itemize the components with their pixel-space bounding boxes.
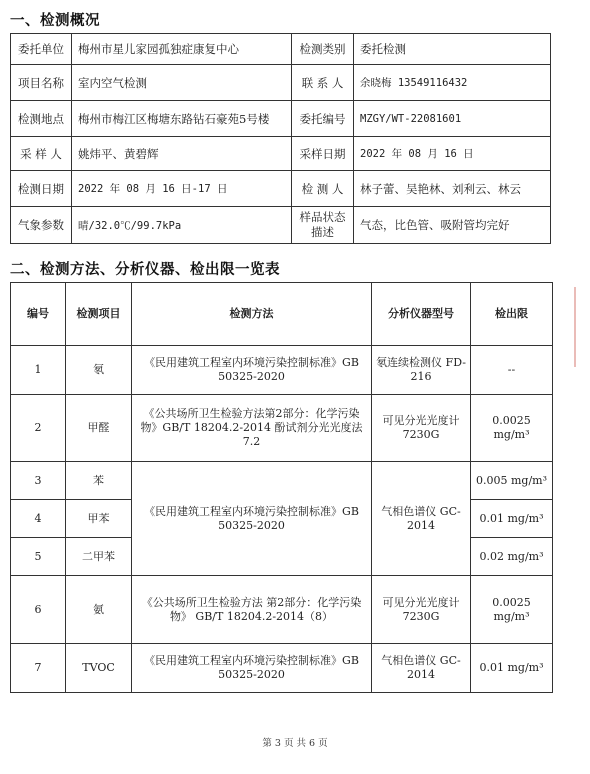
row-item: 氡: [66, 346, 132, 395]
label-tester: 检 测 人: [292, 171, 354, 207]
label-client: 委托单位: [11, 34, 72, 65]
header-item: 检测项目: [66, 283, 132, 346]
label-test-type: 检测类别: [292, 34, 354, 65]
table-row: [11, 395, 553, 462]
overview-row: [11, 137, 551, 171]
value-commission-no: MZGY/WT-22081601: [354, 101, 551, 137]
row-limit: 0.02 mg/m³: [471, 538, 553, 576]
row-limit: 0.0025 mg/m³: [471, 576, 553, 644]
row-item: 二甲苯: [66, 538, 132, 576]
row-limit: 0.005 mg/m³: [471, 462, 553, 500]
value-sampling-date: 2022 年 08 月 16 日: [354, 137, 551, 171]
row-limit: 0.01 mg/m³: [471, 500, 553, 538]
row-instrument: 氡连续检测仪 FD-216: [372, 346, 471, 395]
table-row: [11, 462, 553, 500]
label-location: 检测地点: [11, 101, 72, 137]
row-no: 7: [11, 644, 66, 693]
row-no: 4: [11, 500, 66, 538]
label-test-date: 检测日期: [11, 171, 72, 207]
row-method: 《公共场所卫生检验方法 第2部分：化学污染物》 GB/T 18204.2-2014（8）: [132, 576, 372, 644]
row-method: 《民用建筑工程室内环境污染控制标准》GB 50325-2020: [132, 644, 372, 693]
label-commission-no: 委托编号: [292, 101, 354, 137]
row-limit: 0.01 mg/m³: [471, 644, 553, 693]
value-location: 梅州市梅江区梅塘东路钻石豪苑5号楼: [72, 101, 292, 137]
table-header-row: [11, 283, 553, 346]
header-limit: 检出限: [471, 283, 553, 346]
methods-table: [10, 282, 553, 693]
value-client: 梅州市星儿家园孤独症康复中心: [72, 34, 292, 65]
label-sampler: 采 样 人: [11, 137, 72, 171]
value-weather: 晴/32.0℃/99.7kPa: [72, 207, 292, 244]
label-weather: 气象参数: [11, 207, 72, 244]
table-row: [11, 644, 553, 693]
section2-title: 二、检测方法、分析仪器、检出限一览表: [10, 262, 280, 278]
label-project: 项目名称: [11, 65, 72, 101]
row-instrument: 可见分光光度计 7230G: [372, 395, 471, 462]
row-limit: 0.0025 mg/m³: [471, 395, 553, 462]
merged-method: 《民用建筑工程室内环境污染控制标准》GB 50325-2020: [132, 462, 372, 576]
table-row: [11, 576, 553, 644]
overview-row: [11, 65, 551, 101]
value-sampler: 姚炜平、黄碧辉: [72, 137, 292, 171]
label-contact: 联 系 人: [292, 65, 354, 101]
row-method: 《公共场所卫生检验方法第2部分：化学污染物》GB/T 18204.2-2014 酚试剂分光光度法 7.2: [132, 395, 372, 462]
row-method: 《民用建筑工程室内环境污染控制标准》GB 50325-2020: [132, 346, 372, 395]
seal-edge-mark: [574, 287, 588, 367]
value-test-type: 委托检测: [354, 34, 551, 65]
label-sampling-date: 采样日期: [292, 137, 354, 171]
overview-row: [11, 207, 551, 244]
table-row: [11, 346, 553, 395]
row-item: 氨: [66, 576, 132, 644]
overview-row: [11, 101, 551, 137]
row-item: 甲苯: [66, 500, 132, 538]
row-no: 5: [11, 538, 66, 576]
row-limit: --: [471, 346, 553, 395]
section1-title: 一、检测概况: [10, 13, 100, 29]
value-project: 室内空气检测: [72, 65, 292, 101]
row-item: 甲醛: [66, 395, 132, 462]
row-item: TVOC: [66, 644, 132, 693]
overview-row: [11, 34, 551, 65]
header-instrument: 分析仪器型号: [372, 283, 471, 346]
value-tester: 林子蕾、吴艳林、刘利云、林云: [354, 171, 551, 207]
row-no: 2: [11, 395, 66, 462]
value-sample-state: 气态，比色管、吸附管均完好: [354, 207, 551, 244]
row-no: 6: [11, 576, 66, 644]
value-test-date: 2022 年 08 月 16 日-17 日: [72, 171, 292, 207]
label-sample-state: 样品状态描述: [292, 207, 354, 244]
header-method: 检测方法: [132, 283, 372, 346]
row-instrument: 可见分光光度计 7230G: [372, 576, 471, 644]
page-footer: 第 3 页 共 6 页: [262, 738, 328, 749]
row-no: 3: [11, 462, 66, 500]
row-item: 苯: [66, 462, 132, 500]
row-no: 1: [11, 346, 66, 395]
header-no: 编号: [11, 283, 66, 346]
row-instrument: 气相色谱仪 GC-2014: [372, 644, 471, 693]
value-contact: 余晓梅 13549116432: [354, 65, 551, 101]
overview-table: [10, 33, 551, 244]
overview-row: [11, 171, 551, 207]
merged-instrument: 气相色谱仪 GC-2014: [372, 462, 471, 576]
